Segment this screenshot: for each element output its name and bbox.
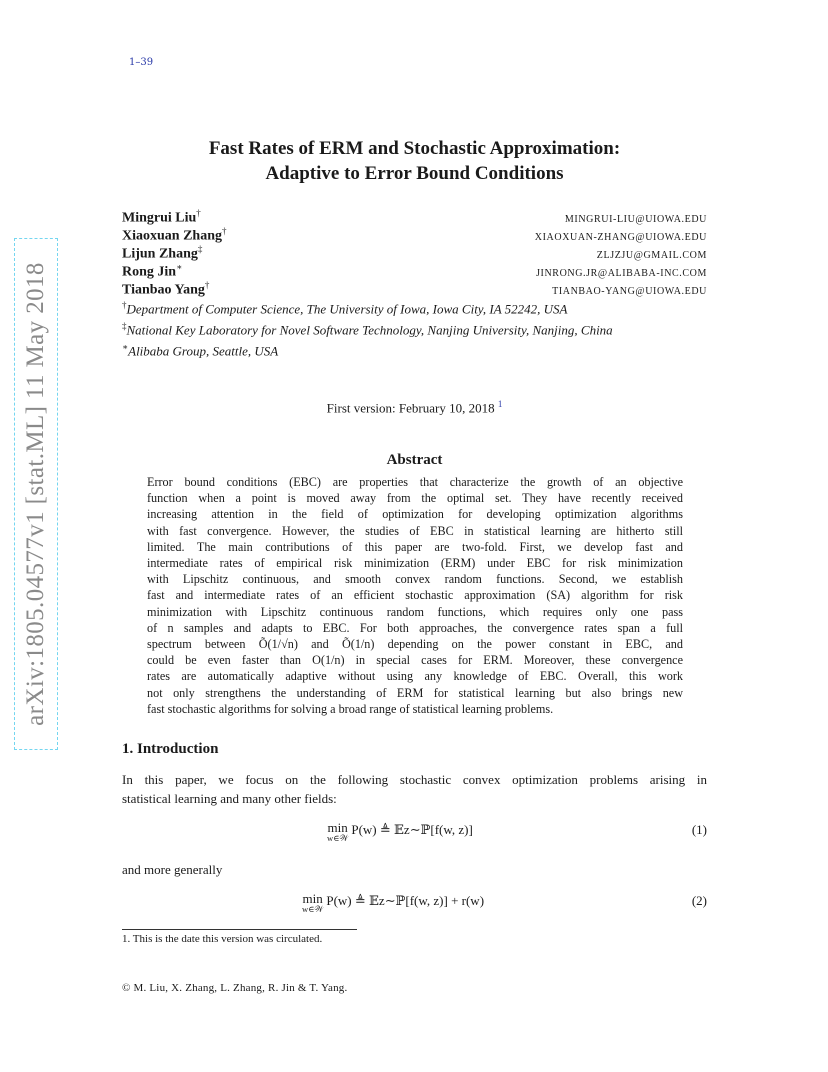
author-name: Mingrui Liu† bbox=[122, 208, 201, 226]
author-email[interactable]: JINRONG.JR@ALIBABA-INC.COM bbox=[536, 267, 707, 279]
affiliation-text: National Key Laboratory for Novel Software Technology, Nanjing University, Nanjing, China bbox=[126, 322, 613, 338]
abstract-line: not only strengthens the understanding of ERM for statistical learning but also brings new bbox=[147, 685, 683, 700]
abstract-line: rates are automatically adaptive without using any knowledge of EBC. Overall, this work bbox=[147, 669, 683, 684]
author-email[interactable]: TIANBAO-YANG@UIOWA.EDU bbox=[552, 285, 707, 297]
affiliation-text: Alibaba Group, Seattle, USA bbox=[128, 343, 279, 359]
abstract-line: fast and intermediate rates of an efficient stochastic approximation (SA) algorithm for risk bbox=[147, 588, 683, 603]
paragraph-line: In this paper, we focus on the following stochastic convex optimization problems arising in bbox=[122, 772, 707, 787]
abstract-line: increasing attention in the field of optimization for developing optimization algorithms bbox=[147, 507, 683, 522]
abstract-line: Error bound conditions (EBC) are properties that characterize the growth of an objective bbox=[147, 475, 683, 489]
abstract-line: minimization with Lipschitz continuous random functions, which requires only one pass bbox=[147, 604, 683, 619]
affiliation-mark: ‡ bbox=[197, 244, 203, 254]
version-footnote-link[interactable]: 1 bbox=[497, 399, 503, 409]
abstract-line: function when a point is moved away from the optimal set. They have recently received bbox=[147, 491, 683, 506]
author-name: Lijun Zhang‡ bbox=[122, 244, 203, 262]
footnote: 1. This is the date this version was circulated. bbox=[122, 933, 323, 945]
author-row bbox=[122, 280, 707, 298]
author-row bbox=[122, 226, 707, 244]
affiliation-mark: ∗ bbox=[122, 342, 129, 352]
author-row bbox=[122, 208, 707, 226]
equation-1 bbox=[122, 822, 707, 852]
copyright-line: © M. Liu, X. Zhang, L. Zhang, R. Jin & T. Yang. bbox=[122, 982, 348, 994]
title-line-1: Fast Rates of ERM and Stochastic Approximation: bbox=[208, 138, 621, 159]
abstract-line: limited. The main contributions of this paper are two-fold. First, we develop fast and bbox=[147, 539, 683, 554]
abstract-heading: Abstract bbox=[386, 452, 443, 468]
equation-number: (2) bbox=[691, 893, 707, 908]
affiliation-mark: † bbox=[221, 226, 227, 236]
author-email[interactable]: ZLJZJU@GMAIL.COM bbox=[596, 249, 707, 261]
page-range: 1–39 bbox=[129, 57, 154, 68]
affiliation bbox=[122, 300, 722, 321]
equation-expression: P(w) ≜ 𝔼z∼ℙ[f(w, z)] + r(w) bbox=[326, 893, 485, 908]
equation-2 bbox=[122, 893, 707, 923]
abstract-line: fast stochastic algorithms for solving a broad range of statistical learning problems. bbox=[147, 701, 554, 716]
affiliation bbox=[122, 342, 722, 363]
affiliation-mark: † bbox=[122, 300, 127, 310]
affiliation-mark: † bbox=[196, 208, 201, 218]
arxiv-sidebar-stamp[interactable] bbox=[14, 238, 58, 750]
min-operator: min w∈𝒲 bbox=[302, 891, 324, 914]
author-email[interactable]: MINGRUI-LIU@UIOWA.EDU bbox=[564, 213, 707, 225]
abstract-line: with fast convergence. However, the studies of EBC in statistical learning are hitherto still bbox=[147, 523, 683, 538]
equation-number: (1) bbox=[691, 822, 707, 837]
author-name: Xiaoxuan Zhang† bbox=[122, 226, 227, 244]
paper-title bbox=[122, 136, 707, 186]
abstract-line: intermediate rates of empirical risk minimization (ERM) under EBC for risk minimization bbox=[147, 556, 683, 571]
affiliation-list bbox=[122, 300, 722, 363]
affiliation bbox=[122, 321, 722, 342]
author-name: Rong Jin∗ bbox=[122, 262, 183, 280]
affiliation-text: Department of Computer Science, The University of Iowa, Iowa City, IA 52242, USA bbox=[126, 301, 568, 317]
min-operator: min w∈𝒲 bbox=[327, 820, 349, 843]
affiliation-mark: ∗ bbox=[176, 262, 183, 272]
abstract-line: spectrum between Õ(1/√n) and Õ(1/n) depending on the power constant in EBC, and bbox=[147, 637, 683, 652]
author-name: Tianbao Yang† bbox=[122, 280, 210, 298]
equation-expression: P(w) ≜ 𝔼z∼ℙ[f(w, z)] bbox=[351, 822, 473, 837]
author-list bbox=[122, 208, 707, 298]
author-email[interactable]: XIAOXUAN-ZHANG@UIOWA.EDU bbox=[534, 231, 707, 243]
between-text: and more generally bbox=[122, 862, 223, 877]
version-line bbox=[122, 399, 707, 416]
intro-paragraph bbox=[122, 770, 707, 808]
affiliation-mark: ‡ bbox=[122, 321, 127, 331]
arxiv-identifier: arXiv:1805.04577v1 [stat.ML] 11 May 2018 bbox=[22, 262, 49, 726]
title-line-2: Adaptive to Error Bound Conditions bbox=[265, 163, 564, 184]
abstract-line: of n samples and adapts to EBC. For both approaches, the convergence rates span a full bbox=[147, 620, 683, 635]
affiliation-mark: † bbox=[204, 280, 210, 290]
version-text: First version: February 10, 2018 bbox=[326, 400, 495, 416]
section-heading-introduction: 1. Introduction bbox=[122, 741, 219, 757]
abstract-body bbox=[147, 474, 683, 717]
abstract-line: with Lipschitz continuous, and smooth convex random functions. Second, we establish bbox=[147, 572, 683, 587]
author-row bbox=[122, 244, 707, 262]
footnote-divider bbox=[122, 929, 357, 930]
abstract-line: could be even faster than O(1/n) in special cases for ERM. Moreover, these convergence bbox=[147, 653, 683, 668]
paragraph-line: statistical learning and many other fields: bbox=[122, 791, 337, 806]
author-row bbox=[122, 262, 707, 280]
